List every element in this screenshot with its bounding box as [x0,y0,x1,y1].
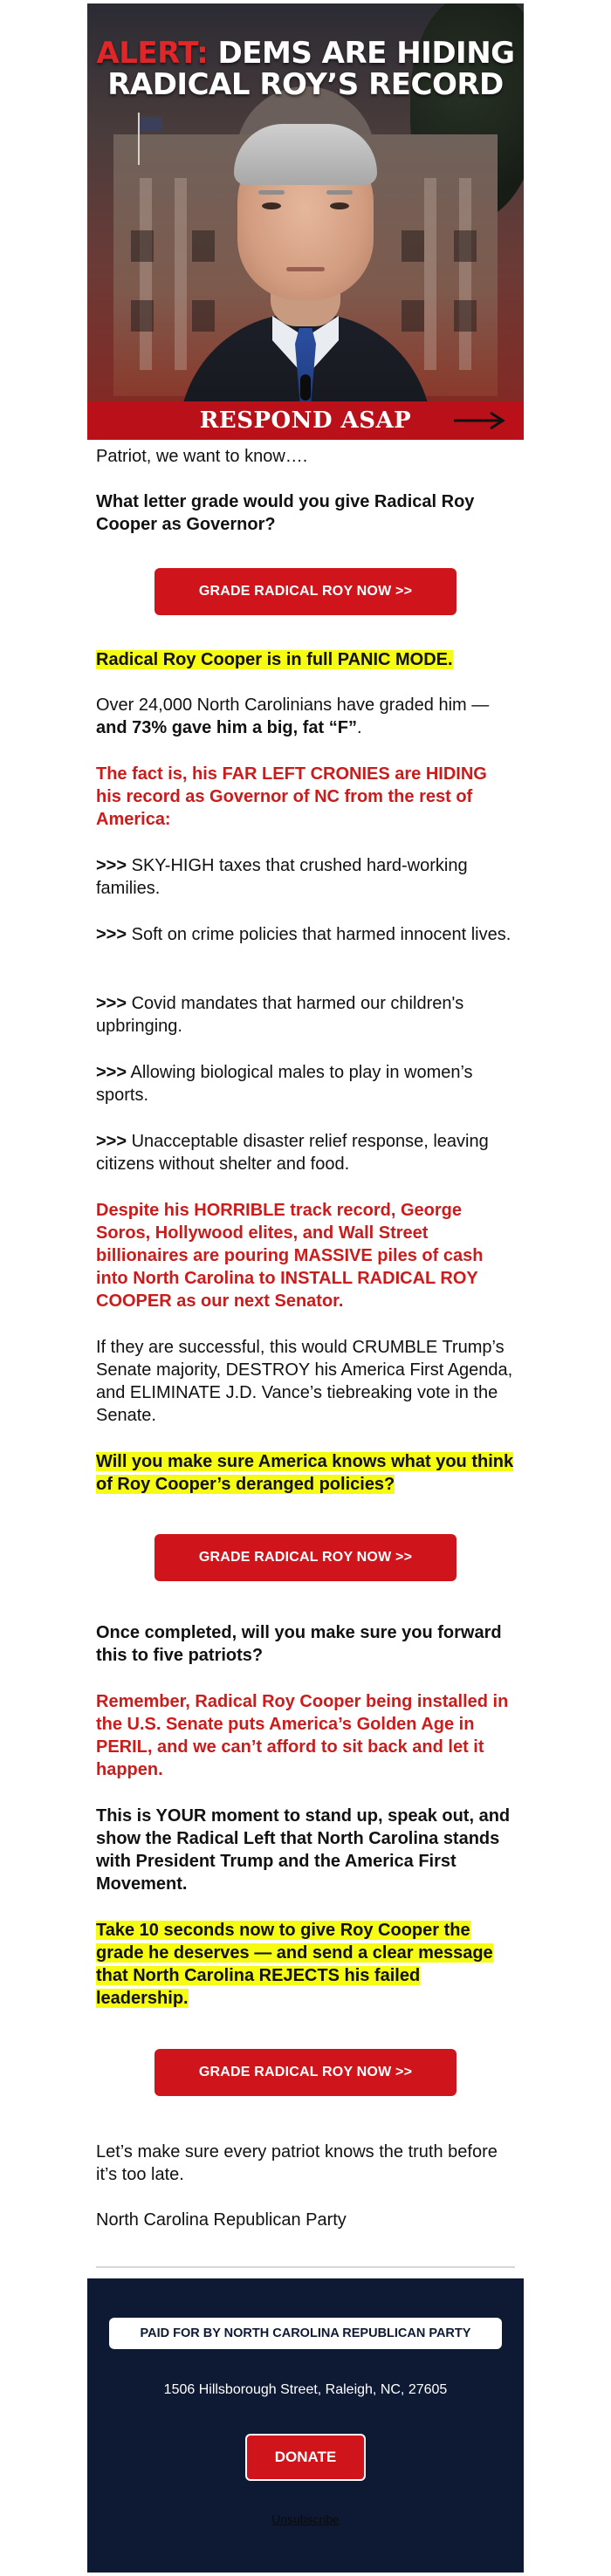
bullet-disaster [96,1130,515,1175]
arrow-right-icon [452,410,506,431]
greeting: Patriot, we want to know…. [96,447,308,466]
building-column [140,178,152,370]
building-window [454,230,477,262]
divider [96,2266,515,2268]
hero-headline [87,38,524,100]
bullet-text: Allowing biological males to play in women’s sports. [96,1063,473,1105]
building-column [459,178,471,370]
bullet-marker: >>> [96,994,127,1013]
footer [87,2278,524,2573]
make-sure-paragraph [96,1450,515,1496]
bullet-taxes [96,854,515,900]
despite-paragraph: Despite his HORRIBLE track record, George Soros, Hollywood elites, and Wall Street billionaires are pouring MASSIVE piles of cash into North Carolina to INSTALL RADICAL ROY COOPER as our next Senator. [96,1201,484,1311]
bullet-covid [96,992,515,1038]
hero-headline-line2: RADICAL ROY’S RECORD [107,66,504,102]
bullet-marker: >>> [96,925,127,944]
graded-paragraph [96,694,515,739]
highlight: Radical Roy Cooper is in full PANIC MODE. [96,650,453,669]
address: 1506 Hillsborough Street, Raleigh, NC, 27605 [163,2382,448,2397]
microphone [300,374,311,401]
moment-paragraph: This is YOUR moment to stand up, speak out, and show the Radical Left that North Carolina stands with President Trump and the America First Movement. [96,1806,511,1894]
bullet-text: SKY-HIGH taxes that crushed hard-working families. [96,856,468,898]
truth-paragraph: Let’s make sure every patriot knows the truth before it’s too late. [96,2142,498,2184]
email-container [87,0,524,2576]
forward-paragraph: Once completed, will you make sure you forward this to five patriots? [96,1623,502,1665]
hero-headline-line1-rest: DEMS ARE HIDING [208,36,515,71]
portrait-mouth [286,267,325,271]
donate-button[interactable]: DONATE [245,2434,366,2481]
grade-button-1[interactable]: GRADE RADICAL ROY NOW >> [154,568,457,615]
portrait-eye [262,202,281,209]
bullet-sports [96,1061,515,1106]
signature: North Carolina Republican Party [96,2210,347,2230]
bullet-text: Soft on crime policies that harmed innocent lives. [127,925,511,944]
highlight: Will you make sure America knows what you think of Roy Cooper’s deranged policies? [96,1452,514,1494]
graded-end: . [356,718,362,737]
bullet-marker: >>> [96,1063,127,1082]
remember-paragraph: Remember, Radical Roy Cooper being installed in the U.S. Senate puts America’s Golden Age in PERIL, and we can’t afford to sit back and let it happen. [96,1692,509,1779]
respond-label: RESPOND ASAP [199,408,412,434]
portrait-brow [326,190,353,195]
building-window [402,230,424,262]
building-column [175,178,187,370]
building-column [424,178,436,370]
hero-banner[interactable] [87,3,524,440]
bullet-marker: >>> [96,856,127,875]
building-window [131,230,154,262]
bullet-crime [96,923,515,946]
portrait-hair [234,124,377,185]
building-window [454,300,477,332]
graded-bold: and 73% gave him a big, fat “F” [96,718,357,737]
unsubscribe-link[interactable]: Unsubscribe [271,2512,340,2526]
building-window [192,230,215,262]
grade-button-2[interactable]: GRADE RADICAL ROY NOW >> [154,1534,457,1581]
grade-button-3[interactable]: GRADE RADICAL ROY NOW >> [154,2049,457,2096]
highlight: Take 10 seconds now to give Roy Cooper the grade he deserves — and send a clear message that North Carolina REJECTS his failed leadership. [96,1921,493,2008]
building-window [192,300,215,332]
hero-headline-line1 [87,38,524,70]
panic-mode-line [96,648,515,671]
alert-word: ALERT: [96,36,209,71]
bullet-text: Unacceptable disaster relief response, leaving citizens without shelter and food. [96,1132,489,1174]
grade-question: What letter grade would you give Radical Roy Cooper as Governor? [96,492,475,534]
building-window [131,300,154,332]
bullet-marker: >>> [96,1132,127,1151]
portrait-eye [330,202,349,209]
respond-bar[interactable] [87,401,524,440]
flag [140,117,162,131]
building-window [402,300,424,332]
fact-paragraph: The fact is, his FAR LEFT CRONIES are HIDING his record as Governor of NC from the rest of America: [96,764,487,829]
paid-for-disclaimer: PAID FOR BY NORTH CAROLINA REPUBLICAN PARTY [109,2318,502,2349]
take10-paragraph [96,1919,515,2010]
crumble-paragraph: If they are successful, this would CRUMBLE Trump’s Senate majority, DESTROY his America First Agenda, and ELIMINATE J.D. Vance’s tiebreaking vote in the Senate. [96,1338,513,1425]
portrait-brow [258,190,285,195]
bullet-text: Covid mandates that harmed our children's upbringing. [96,994,464,1036]
graded-start: Over 24,000 North Carolinians have graded him — [96,695,490,715]
